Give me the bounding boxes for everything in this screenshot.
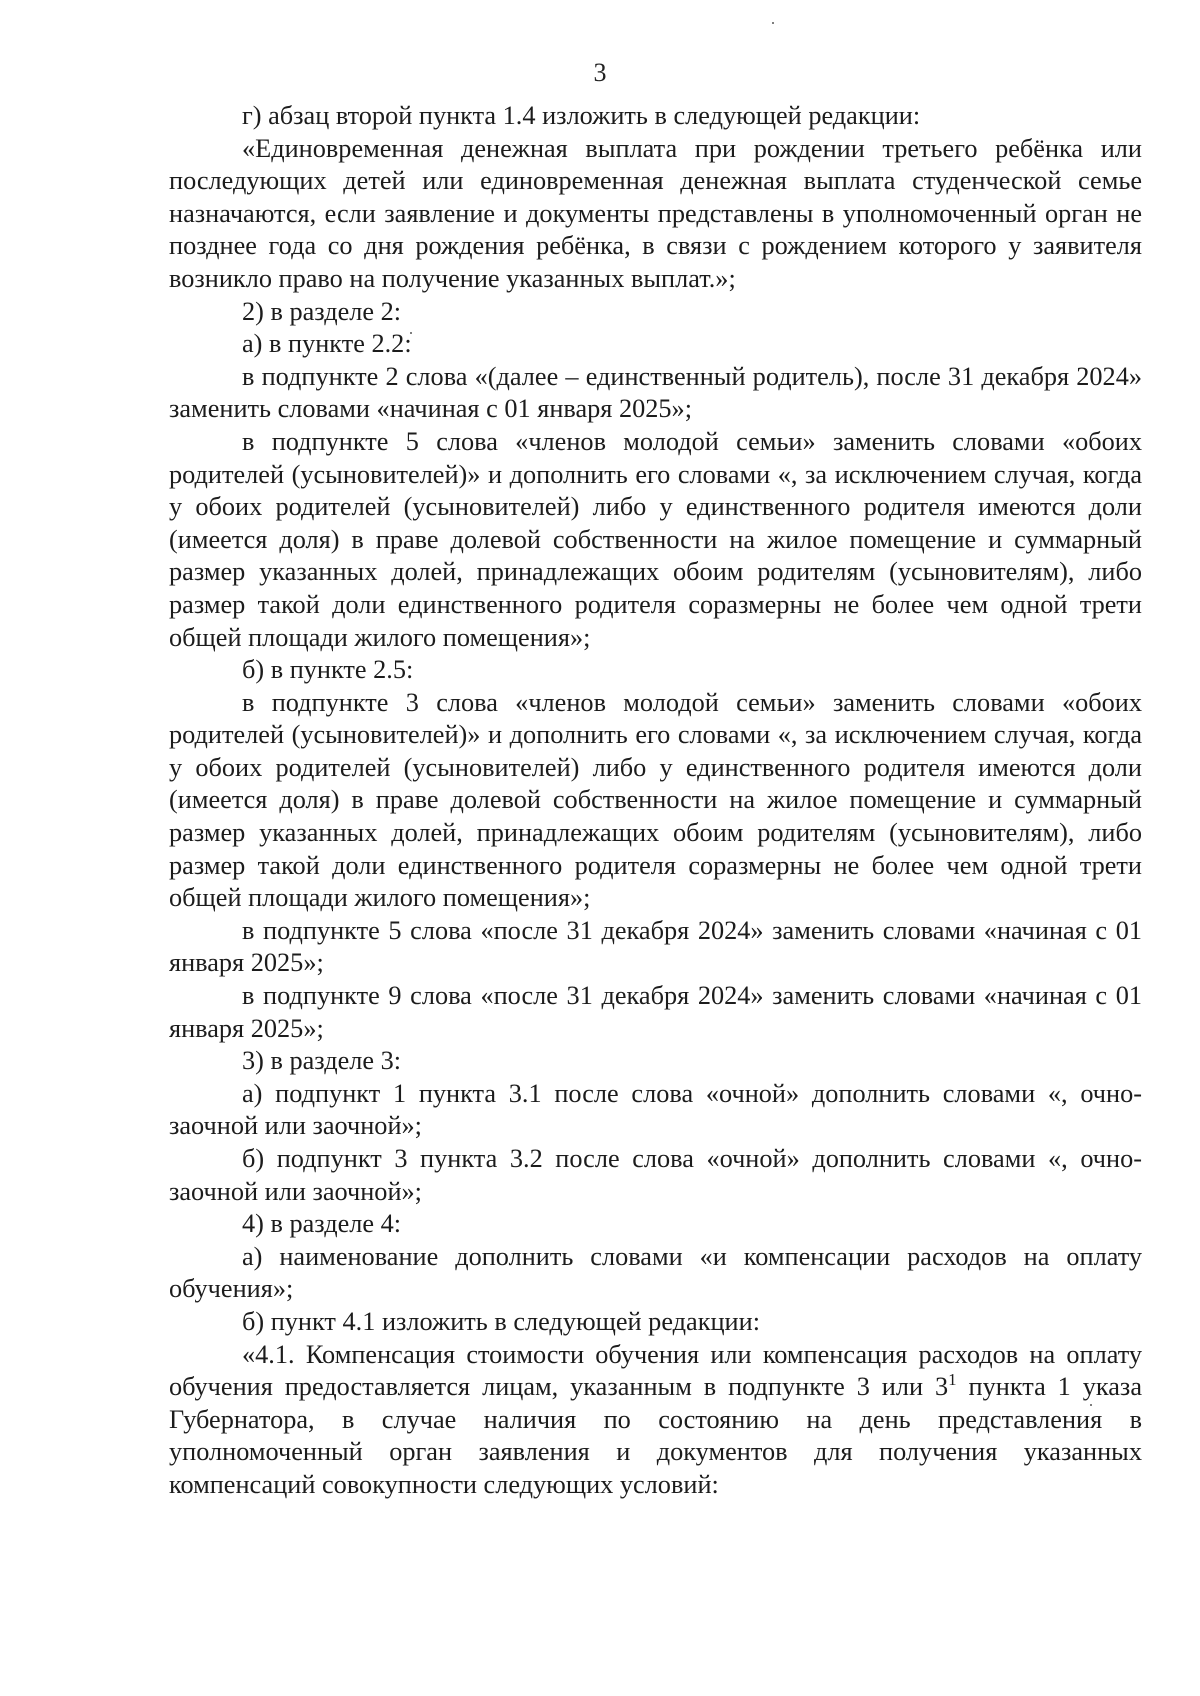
paragraph-section-2: 2) в разделе 2: (242, 296, 402, 326)
superscript-marker: 1 (948, 1370, 957, 1390)
paragraph-quoted-amendment-1-4: «Единовременная денежная выплата при рождении третьего ребёнка или последующих детей или единовременная денежная выплата студенческой семье назначаются, если заявление и документы представлены в уполномоченный орган не позднее года со дня рождения ребёнка, в связи с рождением которого у заявителя возникло право на получение указанных выплат.»; (169, 133, 1142, 293)
paragraph-section-4: 4) в разделе 4: (242, 1209, 402, 1239)
paragraph-subpoint-5: в подпункте 5 слова «членов молодой семьи» заменить словами «обоих родителей (усыновителей)» и дополнить его словами «, за исключением случая, когда у обоих родителей (усыновителей) либо у единственного родителя имеются доли (имеется доля) в праве долевой собственности на жилое помещение и суммарный размер указанных долей, принадлежащих обоим родителям (усыновителям), либо размер такой доли единственного родителя соразмерны не более чем одной трети общей площади жилого помещения»; (169, 426, 1142, 652)
page-number: 3 (593, 58, 607, 87)
paragraph-subpoint-5-dates: в подпункте 5 слова «после 31 декабря 2024» заменить словами «начиная с 01 января 2025»; (169, 915, 1142, 978)
paragraph-section-4-title: а) наименование дополнить словами «и компенсации расходов на оплату обучения»; (169, 1241, 1142, 1304)
quoted-point-4-1-text-after: пункта 1 указа Губернатора, в случае наличия по состоянию на день представления в уполномоченный орган заявления и документов для получения указанных компенсаций совокупности следующих условий: (169, 1372, 1142, 1499)
scan-speck (772, 22, 774, 24)
paragraph-quoted-point-4-1 (169, 1339, 1142, 1502)
paragraph-section-3: 3) в разделе 3: (242, 1046, 402, 1076)
paragraph-point-3-1: а) подпункт 1 пункта 3.1 после слова «очной» дополнить словами «, очно-заочной или заочной»; (169, 1078, 1142, 1141)
document-body (169, 100, 1142, 1502)
paragraph-point-2-2: а) в пункте 2.2: (242, 329, 412, 359)
paragraph-point-4-1-intro: б) пункт 4.1 изложить в следующей редакции: (242, 1306, 761, 1336)
paragraph-subpoint-3: в подпункте 3 слова «членов молодой семьи» заменить словами «обоих родителей (усыновителей)» и дополнить его словами «, за исключением случая, когда у обоих родителей (усыновителей) либо у единственного родителя имеются доли (имеется доля) в праве долевой собственности на жилое помещение и суммарный размер указанных долей, принадлежащих обоим родителям (усыновителям), либо размер такой доли единственного родителя соразмерны не более чем одной трети общей площади жилого помещения»; (169, 687, 1142, 913)
quoted-point-4-1-text-before: «4.1. Компенсация стоимости обучения или компенсация расходов на оплату обучения предоставляется лицам, указанным в подпункте 3 или 3 (169, 1339, 1142, 1402)
paragraph-subpoint-2: в подпункте 2 слова «(далее – единственный родитель), после 31 декабря 2024» заменить словами «начиная с 01 января 2025»; (169, 361, 1142, 424)
paragraph-subpoint-9-dates: в подпункте 9 слова «после 31 декабря 2024» заменить словами «начиная с 01 января 2025»; (169, 981, 1142, 1043)
paragraph-point-2-5: б) в пункте 2.5: (242, 655, 414, 685)
paragraph-item-g: г) абзац второй пункта 1.4 изложить в следующей редакции: (242, 101, 921, 130)
paragraph-point-3-2: б) подпункт 3 пункта 3.2 после слова «очной» дополнить словами «, очно-заочной или заочной»; (169, 1144, 1142, 1206)
